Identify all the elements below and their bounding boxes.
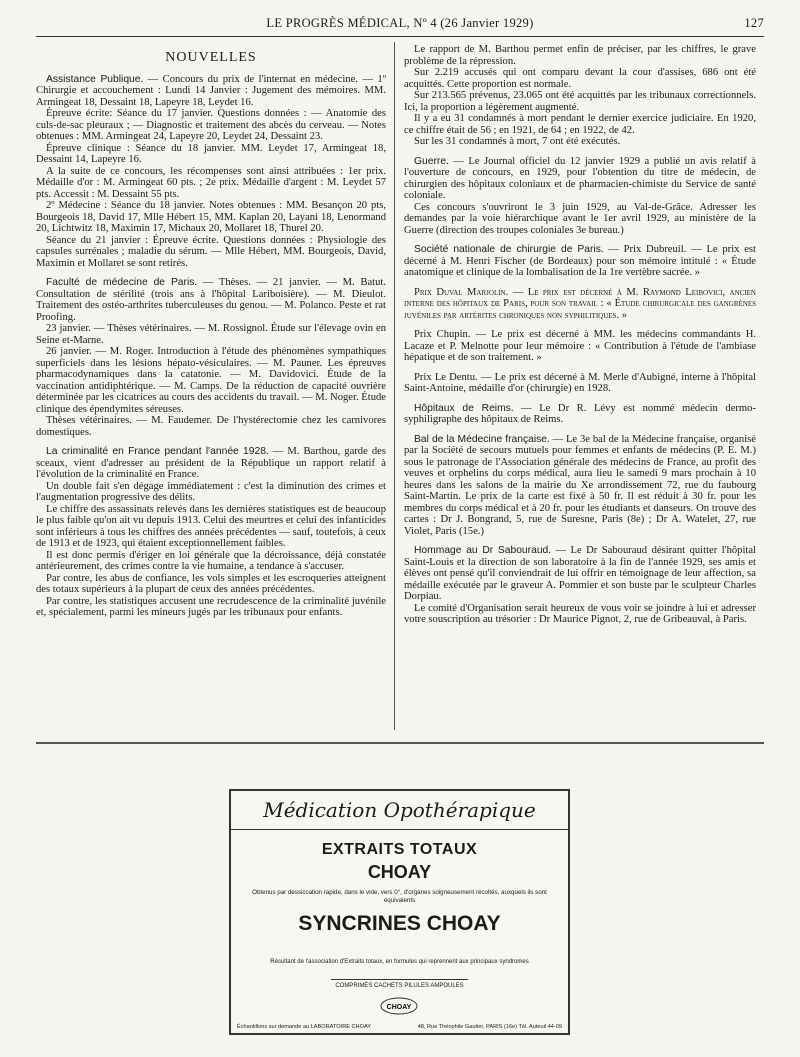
choay-seal-icon xyxy=(379,996,419,1016)
news-text: Sur les 31 condamnés à mort, 7 ont été exécutés. xyxy=(414,136,621,147)
news-text: 2º Médecine : Séance du 18 janvier. Notes obtenues : MM. Besançon 20 pts, Bourgeois 18, David 17, Mlle Hébert 15, MM. Kaplan 20, Layani 18, Lenormand 20, Lichtwitz 18, Maximin 17, Michaux 20, Mollaret 18, Thurel 20. xyxy=(36,200,386,234)
news-text: 26 janvier. — M. Roger. Introduction à l'étude des phénomènes sympathiques superficiels dans les lésions hépato-vésiculaires. — M. Pauner. Les épreuves pharmacodynamiques dans la catatonie. — M. Davidovici. Étude de la vaccination antidiphtérique. — M. Camps. De la réduction de capacité ouvrière déterminée par les cicatrices au cours des accidents du travail. — M. Noger. Étude clinique des épendymites séreuses. xyxy=(36,346,386,415)
news-head: Hommage au Dr Sabouraud xyxy=(414,545,549,556)
news-text: . — Prix Dubreuil. — Le prix est décerné à M. Henri Fischer (de Bordeaux) pour son mémoire intitulé : « Étude anatomique et clinique de la lombalisation de la 1re vertèbre sacrée. » xyxy=(404,244,756,278)
news-text: Par contre, les abus de confiance, les vols simples et les escroqueries atteignent des totaux supérieurs à la plupart de ceux des années précédentes. xyxy=(36,572,386,595)
news-text: Prix Chupin. — Le prix est décerné à MM. les médecins commandants H. Lacaze et P. Melnotte pour leur mémoire : « Contribution à l'étude de l'ambiase hépatique et de son traitement. » xyxy=(404,329,756,363)
news-text: Un double fait s'en dégage immédiatement : c'est la diminution des crimes et l'augmentation progressive des délits. xyxy=(36,480,386,503)
ad-banner: Médication Opothérapique xyxy=(231,791,568,830)
news-text: . — M. Barthou, garde des sceaux, vient d'adresser au président de la République un rapport relatif à l'évolution de la criminalité en France. xyxy=(36,446,386,480)
news-text: . — Thèses. — 21 janvier. — M. Batut. Consultation de stérilité (trois ans à l'hôpital Lariboisière). — M. Dieulot. Traitement des ostéo-arthrites tuberculeuses du genou. — M. Polanco. Peste et rat Proofing. xyxy=(36,277,386,323)
news-head: Faculté de médecine de Paris xyxy=(46,277,195,288)
news-text: Prix Duval Marjolin. — Le prix est décerné à M. Raymond Leibovici, ancien interne des hôpitaux de Paris, pour son travail : « Étude chirurgicale des gangrènes juvéniles par artérites chroniques non syphilitiques. » xyxy=(404,286,756,321)
ad-product-line: EXTRAITS TOTAUX xyxy=(321,841,478,858)
news-head: Hôpitaux de Reims xyxy=(414,402,511,414)
news-text: . — Le Dr Sabouraud désirant quitter l'hôpital Saint-Louis et la direction de son laboratoire à la fin de l'année 1929, ses amis et élèves ont pensé qu'il conviendrait de lui offrir en témoignage de leur affection, sa médaille exécutée par le graveur A. Pommier et son buste par le sculpteur Charles Dorpiau. xyxy=(404,545,756,602)
ad-footer-right: 48, Rue Théophile Gautier, PARIS (16e) Tél. Auteuil 44-09 xyxy=(417,1024,562,1030)
news-head: La criminalité en France pendant l'année 1928 xyxy=(46,446,266,457)
news-text: . — Le 3e bal de la Médecine française, organisé par la Société de secours mutuels pour femmes et enfants de médecins (P. E. M.) sous le patronage de l'Association générale des médecins de France, au profit des veuves et orphelins du corps médical, aura lieu le samedi 9 mars prochain à 10 heures dans les salons de la mairie du Xe arrondissement 72, rue du faubourg Saint-Martin. Le prix de la carte est fixé à 50 fr. Il est réduit à 30 fr. pour les membres du corps médical et à 20 fr. pour les étudiants et danseurs. On trouve des cartes : Dr J. Bongrand, 5, rue de Suresne, Paris (8e) ; Dr A. Watelet, 27, rue Violet, Paris (15e.) xyxy=(404,433,756,537)
news-text: 23 janvier. — Thèses vétérinaires. — M. Rossignol. Étude sur l'élevage ovin en Seine et-Marne. xyxy=(36,323,386,346)
running-header xyxy=(36,16,764,34)
advertisement xyxy=(229,789,570,1035)
news-head: Société nationale de chirurgie de Paris xyxy=(414,244,601,255)
news-text: Il y a eu 31 condamnés à mort pendant le dernier exercice judiciaire. En 1920, ce chiffre était de 56 ; en 1921, de 64 ; en 1922, de 42. xyxy=(404,113,756,136)
page-number: 127 xyxy=(744,16,764,30)
advert-rule xyxy=(36,742,764,744)
news-text: Séance du 21 janvier : Épreuve écrite. Questions données : Physiologie des capsules surrénales ; maladie du sérum. — Mlle Hébert, MM. Bourgeois, David, Maximin et Mollaret se sont retirés. xyxy=(36,234,386,269)
news-text: . — Le Dr R. Lévy est nommé médecin dermo-syphiligraphe des hôpitaux de Reims. xyxy=(404,402,756,425)
section-heading: NOUVELLES xyxy=(165,50,257,65)
news-text: Ces concours s'ouvriront le 3 juin 1929, au Val-de-Grâce. Adresser les demandes par la voie hiérarchique avant le 1er avril 1929, au ministère de la Guerre (direction des troupes coloniales 3e bureau.) xyxy=(404,201,756,236)
news-head: Assistance Publique xyxy=(46,73,141,85)
news-text: Il est donc permis d'ériger en loi générale que la décroissance, déjà constatée antérieurement, des crimes contre la vie humaine, a tendance à s'accuser. xyxy=(36,549,386,572)
ad-forms: COMPRIMÉS CACHETS PILULES AMPOULES xyxy=(335,983,464,989)
ad-product-line: SYNCRINES CHOAY xyxy=(298,912,501,935)
news-text: A la suite de ce concours, les récompenses sont ainsi attribuées : 1er prix. Médaille d'or : M. Armingeat 60 pts. ; 2e prix. Médaille d'argent : M. Leydet 57 pts. Accessit : M. Dessaint 55 pts. xyxy=(36,165,386,200)
news-text: Prix Le Dentu. — Le prix est décerné à M. Merle d'Aubigné, interne à l'hôpital Saint-Antoine, médaille d'or (chirurgie) en 1928. xyxy=(404,371,756,394)
column-divider xyxy=(394,42,395,730)
news-text: Le comité d'Organisation serait heureux de vous voir se joindre à lui et adresser votre souscription au trésorier : Dr Maurice Pignot, 2, rue de Gribeauval, à Paris. xyxy=(404,602,756,625)
news-text: Épreuve écrite: Séance du 17 janvier. Questions données : — Anatomie des culs-de-sac pleuraux ; — Diagnostic et traitement des abcès du cerveau. — Notes obtenues : MM. Armingeat 24, Lapeyre 20, Leydet 24, Dessaint 23. xyxy=(36,108,386,142)
news-text: Sur 2.219 accusés qui ont comparu devant la cour d'assises, 686 ont été acquittés. Cette proportion est normale. xyxy=(404,67,756,90)
news-text: Sur 213.565 prévenus, 23.065 ont été acquittés par les tribunaux correctionnels. Ici, la proportion a légèrement augmenté. xyxy=(404,90,756,113)
journal-title: LE PROGRÈS MÉDICAL, Nº 4 (26 Janvier 1929) xyxy=(266,16,534,30)
news-text: Thèses vétérinaires. — M. Faudemer. De l'hystérectomie chez les carnivores domestiques. xyxy=(36,415,386,438)
news-text: Le chiffre des assassinats relevés dans les dernières statistiques est de beaucoup le plus faible qu'on ait vu depuis 1913. Celui des meurtres et celui des infanticides sont inférieurs à tous les chiffres des années précédentes — sauf, toutefois, à ceux de 1913 et de 1923, qui étaient exceptionnellement faibles. xyxy=(36,503,386,549)
news-head: Guerre xyxy=(414,155,447,167)
seal-text: CHOAY xyxy=(386,1004,412,1011)
ad-footer-left: Échantillons sur demande au LABORATOIRE CHOAY xyxy=(237,1024,371,1030)
left-column xyxy=(36,44,386,619)
ad-small-text: Résultant de l'association d'Extraits totaux, en formules qui reprennent aux principaux syndromes xyxy=(270,959,529,965)
news-text: . — Le Journal officiel du 12 janvier 1929 a publié un avis relatif à l'ouverture de concours, en 1929, pour l'obtention du titre de médecin, de chirurgien des hôpitaux coloniaux et de pharmacien-chimiste du Service de santé coloniale. xyxy=(404,155,756,201)
news-text: Le rapport de M. Barthou permet enfin de préciser, par les chiffres, le grave problème de la répression. xyxy=(404,44,756,67)
ad-brand: CHOAY xyxy=(367,862,432,882)
news-text: Épreuve clinique : Séance du 18 janvier. MM. Leydet 17, Armingeat 18, Dessaint 14, Lapeyre 16. xyxy=(36,142,386,165)
ad-small-text: Obtenus par dessiccation rapide, dans le vide, vers 0°, d'organes soigneusement récoltés, auxquels ils sont équivalents xyxy=(252,889,547,904)
header-rule xyxy=(36,36,764,37)
ad-divider xyxy=(331,979,468,980)
news-text: Par contre, les statistiques accusent une recrudescence de la criminalité juvénile et, spécialement, parmi les mineurs jugés par les tribunaux pour enfants. xyxy=(36,595,386,618)
news-text: . — Concours du prix de l'internat en médecine. — 1º Chirurgie et accouchement : Lundi 14 Janvier : Jugement des mémoires. MM. Armingeat 18, Dessaint 18, Lapeyre 18, Leydet 16. xyxy=(36,73,386,108)
news-head: Bal de la Médecine française xyxy=(414,433,548,445)
right-column xyxy=(404,44,756,626)
